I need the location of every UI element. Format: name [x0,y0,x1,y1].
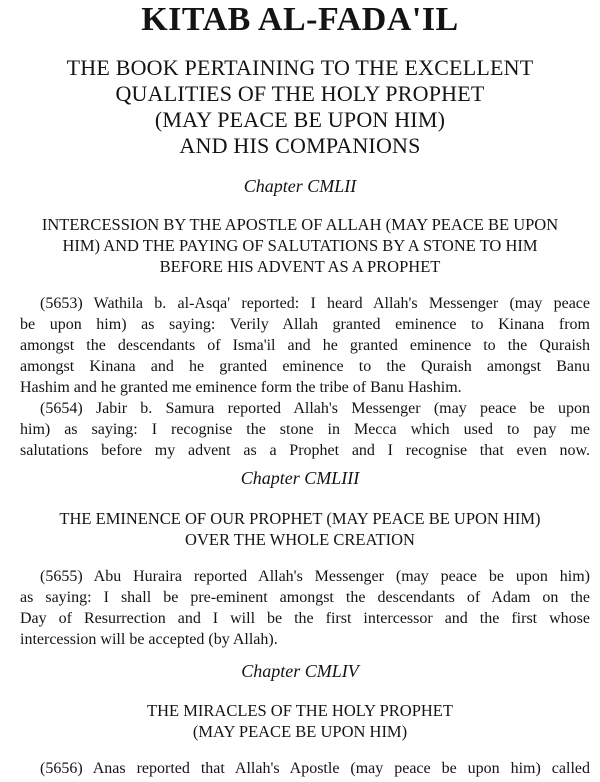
hadith-paragraph [20,758,590,779]
paragraph-line: (5655) Abu Huraira reported Allah's Messenger (may peace be upon him) [40,568,590,585]
chapter-heading: Chapter CMLIII [240,468,360,488]
paragraph-line: be upon him) as saying: Verily Allah granted eminence to Kinana from [20,316,590,333]
paragraph-line: as saying: I shall be pre-eminent amongst the descendants of Adam on the [20,589,590,606]
chapter-heading: Chapter CMLIV [241,661,359,681]
chapter-title [0,700,600,742]
book-title: KITAB AL-FADA'IL [141,1,459,38]
chapter-title-line: (MAY PEACE BE UPON HIM) [192,722,408,741]
paragraph-line: (5654) Jabir b. Samura reported Allah's Messenger (may peace be upon [40,400,590,417]
paragraph-line: intercession will be accepted (by Allah). [20,631,278,648]
paragraph-line: amongst the descendants of Isma'il and he granted eminence to the Quraish [20,337,590,354]
paragraph-line: (5656) Anas reported that Allah's Apostle (may peace be upon him) called [40,760,590,777]
hadith-paragraph [20,293,590,398]
chapter-title-line: OVER THE WHOLE CREATION [185,530,415,549]
chapter-title-line: THE EMINENCE OF OUR PROPHET (MAY PEACE BE UPON HIM) [59,509,541,528]
chapter-title-line: HIM) AND THE PAYING OF SALUTATIONS BY A STONE TO HIM [62,236,538,255]
paragraph-line: amongst Kinana and he granted eminence to the Quraish amongst Banu [20,358,590,375]
paragraph-line: him) as saying: I recognise the stone in Mecca which used to pay me [20,421,590,438]
book-subtitle-line: QUALITIES OF THE HOLY PROPHET [115,81,485,106]
chapter-title [0,214,600,277]
book-subtitle [0,55,600,159]
chapter-title [0,508,600,550]
paragraph-line: Hashim and he granted me eminence form the tribe of Banu Hashim. [20,379,462,396]
chapter-title-line: BEFORE HIS ADVENT AS A PROPHET [159,257,441,276]
chapter-heading: Chapter CMLII [243,176,357,196]
book-subtitle-line: AND HIS COMPANIONS [179,133,421,158]
paragraph-line: (5653) Wathila b. al-Asqa' reported: I heard Allah's Messenger (may peace [40,295,590,312]
chapter-title-line: INTERCESSION BY THE APOSTLE OF ALLAH (MAY PEACE BE UPON [41,215,559,234]
chapter-title-line: THE MIRACLES OF THE HOLY PROPHET [147,701,453,720]
paragraph-line: Day of Resurrection and I will be the first intercessor and the first whose [20,610,590,627]
hadith-paragraph [20,398,590,461]
hadith-paragraph [20,566,590,650]
book-subtitle-line: (MAY PEACE BE UPON HIM) [154,107,446,132]
paragraph-line: salutations before my advent as a Prophet and I recognise that even now. [20,442,590,459]
book-subtitle-line: THE BOOK PERTAINING TO THE EXCELLENT [66,55,534,80]
